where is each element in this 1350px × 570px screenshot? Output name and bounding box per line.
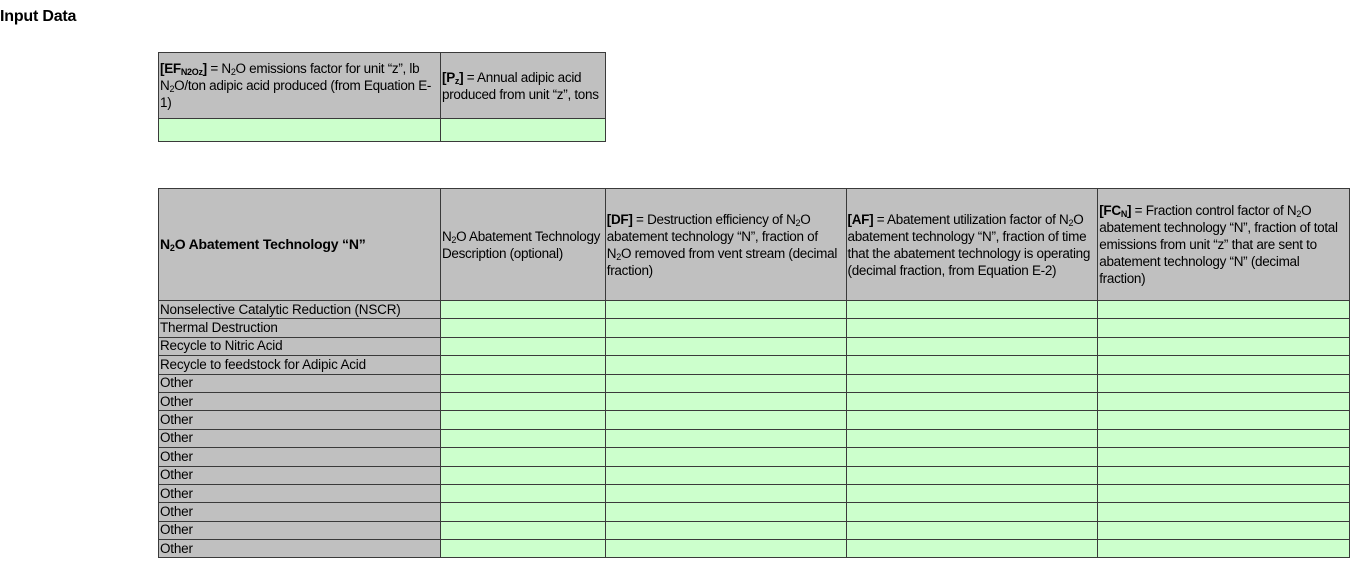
input-cell-utilization-factor[interactable] <box>846 521 1098 539</box>
input-cell-annual-production[interactable] <box>441 119 606 142</box>
row-label-technology: Thermal Destruction <box>159 319 441 337</box>
input-cell-destruction-efficiency[interactable] <box>605 374 846 392</box>
input-cell-description[interactable] <box>440 540 605 558</box>
unit-input-table <box>158 52 606 142</box>
row-label-technology: Other <box>159 448 441 466</box>
header-emissions-factor: $[EF_{N2Oz}] = N_2O$ emissions factor for unit “z”, lb $N_2O$/ton adipic acid produced (from Equation E-1) <box>159 53 441 119</box>
row-label-technology: Other <box>159 521 441 539</box>
input-cell-destruction-efficiency[interactable] <box>605 319 846 337</box>
abatement-technology-table <box>158 188 1350 558</box>
page-title: Input Data <box>0 8 77 25</box>
header-destruction-efficiency: [DF] = Destruction efficiency of $N_2O$ abatement technology “N”, fraction of $N_2O$ removed from vent stream (decimal fraction) <box>605 189 846 301</box>
input-cell-fraction-control-factor[interactable] <box>1098 448 1350 466</box>
table-row <box>159 466 1350 484</box>
table-row <box>159 374 1350 392</box>
header-annual-production: $[P_z]$ = Annual adipic acid produced from unit “z”, tons <box>441 53 606 119</box>
row-label-technology: Other <box>159 429 441 447</box>
header-fraction-control-factor: $[FC_N]$ = Fraction control factor of $N_2O$ abatement technology “N”, fraction of total emissions from unit “z” that are sent to abatement technology “N” (decimal fraction) <box>1098 189 1350 301</box>
input-cell-utilization-factor[interactable] <box>846 466 1098 484</box>
input-cell-description[interactable] <box>440 356 605 374</box>
table-row <box>159 521 1350 539</box>
input-cell-fraction-control-factor[interactable] <box>1098 392 1350 410</box>
row-label-technology: Other <box>159 466 441 484</box>
table-row <box>159 429 1350 447</box>
input-cell-destruction-efficiency[interactable] <box>605 429 846 447</box>
table-row <box>159 484 1350 502</box>
table-row <box>159 337 1350 355</box>
input-cell-destruction-efficiency[interactable] <box>605 503 846 521</box>
input-cell-description[interactable] <box>440 374 605 392</box>
input-cell-description[interactable] <box>440 484 605 502</box>
table-row <box>159 392 1350 410</box>
input-cell-destruction-efficiency[interactable] <box>605 540 846 558</box>
input-cell-destruction-efficiency[interactable] <box>605 466 846 484</box>
row-label-technology: Recycle to feedstock for Adipic Acid <box>159 356 441 374</box>
row-label-technology: Other <box>159 392 441 410</box>
table-row <box>159 448 1350 466</box>
row-label-technology: Other <box>159 411 441 429</box>
input-cell-emissions-factor[interactable] <box>159 119 441 142</box>
input-cell-destruction-efficiency[interactable] <box>605 521 846 539</box>
input-cell-fraction-control-factor[interactable] <box>1098 319 1350 337</box>
input-cell-fraction-control-factor[interactable] <box>1098 540 1350 558</box>
input-cell-utilization-factor[interactable] <box>846 319 1098 337</box>
input-cell-utilization-factor[interactable] <box>846 374 1098 392</box>
input-cell-description[interactable] <box>440 319 605 337</box>
input-cell-description[interactable] <box>440 429 605 447</box>
input-cell-destruction-efficiency[interactable] <box>605 337 846 355</box>
input-cell-description[interactable] <box>440 301 605 319</box>
input-cell-destruction-efficiency[interactable] <box>605 484 846 502</box>
table-row <box>159 301 1350 319</box>
row-label-technology: Recycle to Nitric Acid <box>159 337 441 355</box>
input-cell-destruction-efficiency[interactable] <box>605 448 846 466</box>
input-cell-description[interactable] <box>440 521 605 539</box>
header-abatement-technology: $N_2O$ Abatement Technology “N” <box>159 189 441 301</box>
row-label-technology: Other <box>159 540 441 558</box>
table-row <box>159 540 1350 558</box>
input-cell-utilization-factor[interactable] <box>846 392 1098 410</box>
input-cell-description[interactable] <box>440 448 605 466</box>
input-cell-utilization-factor[interactable] <box>846 429 1098 447</box>
input-cell-fraction-control-factor[interactable] <box>1098 301 1350 319</box>
input-cell-utilization-factor[interactable] <box>846 356 1098 374</box>
abatement-table-body <box>159 301 1350 558</box>
input-cell-fraction-control-factor[interactable] <box>1098 411 1350 429</box>
input-cell-utilization-factor[interactable] <box>846 503 1098 521</box>
input-cell-description[interactable] <box>440 503 605 521</box>
input-cell-utilization-factor[interactable] <box>846 411 1098 429</box>
header-abatement-utilization-factor: [AF] = Abatement utilization factor of $N_2O$ abatement technology “N”, fraction of time that the abatement technology is operating (decimal fraction, from Equation E-2) <box>846 189 1098 301</box>
input-cell-fraction-control-factor[interactable] <box>1098 503 1350 521</box>
table-row <box>159 503 1350 521</box>
table-row <box>159 319 1350 337</box>
header-technology-description: $N_2O$ Abatement Technology Description (optional) <box>440 189 605 301</box>
input-cell-fraction-control-factor[interactable] <box>1098 337 1350 355</box>
input-cell-description[interactable] <box>440 411 605 429</box>
input-cell-utilization-factor[interactable] <box>846 301 1098 319</box>
input-cell-destruction-efficiency[interactable] <box>605 356 846 374</box>
input-cell-fraction-control-factor[interactable] <box>1098 466 1350 484</box>
table-row <box>159 356 1350 374</box>
input-cell-utilization-factor[interactable] <box>846 484 1098 502</box>
input-cell-description[interactable] <box>440 337 605 355</box>
row-label-technology: Other <box>159 374 441 392</box>
input-cell-fraction-control-factor[interactable] <box>1098 521 1350 539</box>
input-cell-destruction-efficiency[interactable] <box>605 301 846 319</box>
input-cell-fraction-control-factor[interactable] <box>1098 374 1350 392</box>
input-cell-destruction-efficiency[interactable] <box>605 392 846 410</box>
input-cell-fraction-control-factor[interactable] <box>1098 429 1350 447</box>
input-cell-fraction-control-factor[interactable] <box>1098 484 1350 502</box>
input-cell-description[interactable] <box>440 392 605 410</box>
input-cell-destruction-efficiency[interactable] <box>605 411 846 429</box>
input-cell-utilization-factor[interactable] <box>846 540 1098 558</box>
row-label-technology: Other <box>159 503 441 521</box>
input-cell-fraction-control-factor[interactable] <box>1098 356 1350 374</box>
row-label-technology: Other <box>159 484 441 502</box>
input-cell-utilization-factor[interactable] <box>846 337 1098 355</box>
table-row <box>159 411 1350 429</box>
input-cell-description[interactable] <box>440 466 605 484</box>
input-cell-utilization-factor[interactable] <box>846 448 1098 466</box>
row-label-technology: Nonselective Catalytic Reduction (NSCR) <box>159 301 441 319</box>
